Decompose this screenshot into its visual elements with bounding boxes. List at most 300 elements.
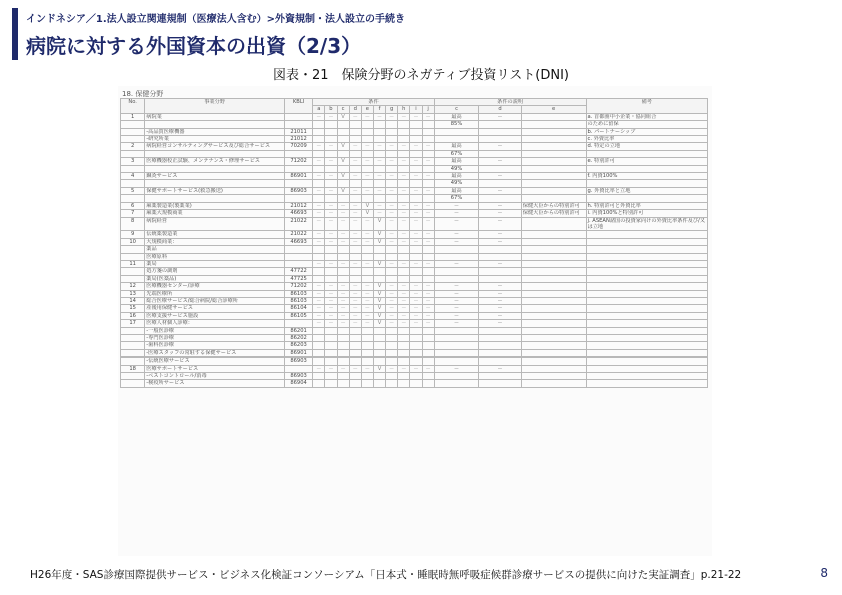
cell-condition-mark — [325, 327, 337, 334]
cell-condition-mark: － — [410, 238, 422, 245]
cell-condition-mark: － — [373, 143, 385, 150]
cell-condition-mark: － — [349, 113, 361, 120]
cell-condition-mark: － — [398, 238, 410, 245]
cell-condition-mark — [337, 373, 349, 380]
cell-condition-mark: － — [398, 297, 410, 304]
cell-remark — [586, 358, 707, 365]
cell-condition-mark — [313, 275, 325, 282]
cell-condition-mark: － — [373, 173, 385, 180]
cell-condition-mark: － — [398, 158, 410, 165]
cell-remark: i. 内資100%と特別許可 — [586, 210, 707, 217]
cell-condition-mark: － — [313, 210, 325, 217]
cell-condition-mark — [422, 246, 434, 253]
table-row — [121, 128, 708, 135]
cell-no — [121, 180, 145, 187]
source-citation: H26年度・SAS診療国際提供サービス・ビジネス化検証コンソーシアム「日本式・睡眠時無呼吸症候群診療サービスの提供に向けた実証調査」p.21-22 — [30, 569, 742, 581]
cell-note-d — [479, 195, 521, 202]
cell-condition-mark: － — [422, 217, 434, 231]
cell-condition-mark: － — [398, 143, 410, 150]
cell-condition-mark — [337, 358, 349, 365]
cell-remark: g. 外資比率と立地 — [586, 187, 707, 194]
cell-kbli — [284, 113, 312, 120]
cell-no — [121, 136, 145, 143]
cell-condition-mark: － — [313, 312, 325, 319]
cell-condition-mark — [337, 380, 349, 387]
cell-field: 麻薬製造業(製薬業) — [145, 202, 285, 209]
cell-condition-mark: － — [386, 260, 398, 267]
cell-condition-mark: － — [422, 290, 434, 297]
table-row — [121, 217, 708, 231]
cell-field: -伝統医療サービス — [145, 358, 285, 365]
table-row — [121, 180, 708, 187]
cell-kbli — [284, 150, 312, 157]
cell-kbli — [284, 260, 312, 267]
cell-condition-mark — [337, 253, 349, 260]
cell-no: 5 — [121, 187, 145, 194]
cell-condition-mark: － — [325, 290, 337, 297]
cell-condition-mark: － — [361, 260, 373, 267]
cell-remark — [586, 180, 707, 187]
cell-condition-mark: － — [410, 187, 422, 194]
cell-condition-mark — [337, 150, 349, 157]
cell-condition-mark — [410, 165, 422, 172]
cell-condition-mark: － — [325, 238, 337, 245]
cell-condition-mark — [410, 358, 422, 365]
cell-field: 伝統薬製造業 — [145, 231, 285, 238]
cell-note-e — [521, 268, 586, 275]
cell-condition-mark: － — [337, 283, 349, 290]
cond-letter: d — [349, 106, 361, 113]
cell-condition-mark: － — [325, 217, 337, 231]
cell-condition-mark: － — [349, 173, 361, 180]
cell-note-c — [434, 327, 479, 334]
cell-note-e — [521, 150, 586, 157]
cell-condition-mark — [325, 380, 337, 387]
cell-remark — [586, 290, 707, 297]
cell-note-d: － — [479, 143, 521, 150]
cell-condition-mark: － — [410, 173, 422, 180]
cell-condition-mark: － — [386, 113, 398, 120]
cell-note-d — [479, 136, 521, 143]
cell-remark: e. 特別許可 — [586, 158, 707, 165]
table-row — [121, 165, 708, 172]
cell-note-d: － — [479, 210, 521, 217]
cell-field: -歯科医診療 — [145, 342, 285, 349]
table-section-label: 18. 保健分野 — [122, 90, 164, 98]
cell-condition-mark: － — [349, 217, 361, 231]
cell-condition-mark: V — [373, 238, 385, 245]
table-row — [121, 358, 708, 365]
cell-note-d: － — [479, 173, 521, 180]
cell-note-e — [521, 358, 586, 365]
cell-note-d: － — [479, 231, 521, 238]
cell-condition-mark: － — [361, 158, 373, 165]
cell-condition-mark: － — [349, 158, 361, 165]
table-row — [121, 187, 708, 194]
cell-kbli — [284, 246, 312, 253]
cell-condition-mark — [361, 342, 373, 349]
cell-condition-mark — [313, 121, 325, 128]
cell-remark — [586, 268, 707, 275]
cell-condition-mark — [398, 358, 410, 365]
cell-condition-mark — [325, 195, 337, 202]
cell-note-c: － — [434, 238, 479, 245]
cell-condition-mark: V — [337, 113, 349, 120]
cell-note-d: － — [479, 305, 521, 312]
cell-condition-mark: － — [422, 260, 434, 267]
cell-note-c — [434, 380, 479, 387]
cell-condition-mark: － — [386, 173, 398, 180]
table-row — [121, 312, 708, 319]
cell-condition-mark — [361, 373, 373, 380]
cell-condition-mark — [337, 195, 349, 202]
cell-condition-mark — [386, 128, 398, 135]
cell-condition-mark — [410, 136, 422, 143]
cell-note-c: － — [434, 365, 479, 372]
cell-condition-mark: V — [361, 210, 373, 217]
cell-note-d: － — [479, 260, 521, 267]
cell-condition-mark: － — [386, 297, 398, 304]
cell-note-e — [521, 327, 586, 334]
cell-note-e — [521, 275, 586, 282]
cell-kbli: 86202 — [284, 335, 312, 342]
cell-no — [121, 246, 145, 253]
cell-condition-mark — [386, 275, 398, 282]
cell-no: 2 — [121, 143, 145, 150]
cell-condition-mark: － — [386, 210, 398, 217]
cell-field: 鍼灸サービス — [145, 173, 285, 180]
col-header-remarks: 備考 — [586, 99, 707, 114]
cell-note-d — [479, 275, 521, 282]
note-letter: d — [479, 106, 521, 113]
cell-condition-mark — [313, 165, 325, 172]
cell-note-e — [521, 231, 586, 238]
cell-no — [121, 165, 145, 172]
cell-condition-mark: － — [325, 210, 337, 217]
cell-condition-mark — [361, 128, 373, 135]
dni-table-body — [121, 113, 708, 387]
cell-condition-mark — [337, 342, 349, 349]
cell-field — [145, 150, 285, 157]
cell-kbli: 86901 — [284, 349, 312, 356]
cell-condition-mark — [361, 327, 373, 334]
cell-field: 総合医療サービス/総合病院/総合診療所 — [145, 297, 285, 304]
cell-condition-mark — [386, 358, 398, 365]
cell-note-e — [521, 143, 586, 150]
cell-condition-mark — [373, 128, 385, 135]
cell-note-d: － — [479, 312, 521, 319]
cell-note-c: 最高 — [434, 143, 479, 150]
cell-condition-mark — [349, 253, 361, 260]
cell-condition-mark: － — [361, 297, 373, 304]
cell-note-e — [521, 312, 586, 319]
cell-condition-mark: － — [337, 202, 349, 209]
cell-condition-mark — [386, 268, 398, 275]
cell-condition-mark: － — [325, 202, 337, 209]
table-row — [121, 373, 708, 380]
cell-condition-mark: － — [361, 173, 373, 180]
cell-note-e — [521, 128, 586, 135]
cell-condition-mark: － — [337, 231, 349, 238]
cell-note-d: － — [479, 202, 521, 209]
cell-condition-mark: － — [386, 320, 398, 327]
cell-condition-mark — [325, 180, 337, 187]
cond-letter: e — [361, 106, 373, 113]
cell-field: 医療機器校正試験、メンテナンス・修理サービス — [145, 158, 285, 165]
cell-condition-mark — [349, 349, 361, 356]
cell-condition-mark: － — [398, 202, 410, 209]
cell-condition-mark: － — [398, 260, 410, 267]
cell-note-d — [479, 253, 521, 260]
cell-condition-mark — [422, 121, 434, 128]
cell-note-c: － — [434, 283, 479, 290]
cell-note-c: － — [434, 320, 479, 327]
cell-condition-mark: － — [422, 231, 434, 238]
cell-condition-mark — [325, 121, 337, 128]
cell-condition-mark — [386, 342, 398, 349]
cell-condition-mark: － — [386, 202, 398, 209]
cell-remark — [586, 380, 707, 387]
cell-condition-mark — [361, 195, 373, 202]
cell-condition-mark: － — [325, 312, 337, 319]
cell-condition-mark: － — [313, 231, 325, 238]
cell-condition-mark: － — [325, 365, 337, 372]
cell-condition-mark: － — [349, 283, 361, 290]
cell-note-d — [479, 128, 521, 135]
cond-letter: a — [313, 106, 325, 113]
cell-condition-mark: － — [386, 365, 398, 372]
cell-no — [121, 380, 145, 387]
dni-table — [120, 98, 708, 388]
cell-note-c: 最高 — [434, 187, 479, 194]
table-row — [121, 349, 708, 356]
cell-condition-mark: － — [325, 283, 337, 290]
cell-condition-mark — [361, 275, 373, 282]
cell-no: 18 — [121, 365, 145, 372]
cell-condition-mark: － — [349, 187, 361, 194]
cell-condition-mark — [422, 180, 434, 187]
cell-remark — [586, 275, 707, 282]
cell-condition-mark: － — [313, 305, 325, 312]
cell-remark — [586, 165, 707, 172]
cell-kbli: 21022 — [284, 217, 312, 231]
cell-condition-mark — [337, 128, 349, 135]
cell-condition-mark — [349, 150, 361, 157]
cell-condition-mark: － — [337, 290, 349, 297]
cell-condition-mark: V — [337, 187, 349, 194]
cell-kbli: 21011 — [284, 128, 312, 135]
cell-condition-mark — [373, 253, 385, 260]
cell-field: 医療支援サービス施設 — [145, 312, 285, 319]
cell-note-c: 49% — [434, 180, 479, 187]
cell-remark — [586, 260, 707, 267]
cell-remark — [586, 305, 707, 312]
cell-condition-mark: － — [361, 283, 373, 290]
cell-remark — [586, 150, 707, 157]
table-row — [121, 320, 708, 327]
cell-note-e — [521, 320, 586, 327]
cell-condition-mark — [349, 180, 361, 187]
cell-note-c: 67% — [434, 195, 479, 202]
cell-note-d: － — [479, 320, 521, 327]
cell-no — [121, 358, 145, 365]
cell-condition-mark — [410, 380, 422, 387]
cell-condition-mark: － — [361, 238, 373, 245]
cell-note-c: － — [434, 312, 479, 319]
cell-condition-mark: － — [373, 202, 385, 209]
cell-condition-mark — [325, 358, 337, 365]
cell-field — [145, 195, 285, 202]
page-number: 8 — [820, 566, 828, 580]
cell-kbli: 86103 — [284, 297, 312, 304]
cell-field: 医療サポートサービス — [145, 365, 285, 372]
cell-condition-mark: － — [386, 217, 398, 231]
cell-condition-mark — [361, 268, 373, 275]
table-row — [121, 202, 708, 209]
cell-note-e — [521, 195, 586, 202]
cell-note-d: － — [479, 217, 521, 231]
cell-field: -ペストコントロール/消毒 — [145, 373, 285, 380]
cell-condition-mark — [410, 128, 422, 135]
cell-note-c: － — [434, 290, 479, 297]
cell-kbli — [284, 121, 312, 128]
cell-condition-mark: － — [325, 297, 337, 304]
cell-condition-mark — [325, 246, 337, 253]
cell-condition-mark: － — [325, 231, 337, 238]
cell-note-c: 最高 — [434, 113, 479, 120]
cell-condition-mark: － — [398, 320, 410, 327]
cell-remark — [586, 365, 707, 372]
cell-note-c: － — [434, 297, 479, 304]
cell-condition-mark: － — [349, 312, 361, 319]
note-letter: c — [434, 106, 479, 113]
cell-kbli: 86104 — [284, 305, 312, 312]
table-row — [121, 136, 708, 143]
cell-remark: のために留保 — [586, 121, 707, 128]
cell-note-e — [521, 136, 586, 143]
cell-note-e: 保健大臣からの特別許可 — [521, 210, 586, 217]
cell-condition-mark: － — [422, 320, 434, 327]
cell-no — [121, 253, 145, 260]
cell-condition-mark: － — [349, 143, 361, 150]
cell-remark — [586, 253, 707, 260]
cell-condition-mark: － — [386, 238, 398, 245]
cell-condition-mark — [410, 180, 422, 187]
table-row — [121, 238, 708, 245]
table-row — [121, 380, 708, 387]
cell-kbli: 86904 — [284, 380, 312, 387]
cell-condition-mark — [398, 246, 410, 253]
cell-no: 14 — [121, 297, 145, 304]
cell-condition-mark — [349, 373, 361, 380]
cell-condition-mark — [422, 268, 434, 275]
cell-condition-mark — [386, 195, 398, 202]
cell-note-c: － — [434, 217, 479, 231]
cell-note-c: － — [434, 305, 479, 312]
cell-condition-mark: － — [398, 187, 410, 194]
cell-condition-mark: － — [422, 158, 434, 165]
cell-condition-mark — [422, 380, 434, 387]
cell-condition-mark — [422, 128, 434, 135]
cell-condition-mark: － — [361, 143, 373, 150]
page-title: 病院に対する外国資本の出資（2/3） — [26, 34, 362, 58]
cell-note-d: － — [479, 113, 521, 120]
cell-condition-mark — [386, 327, 398, 334]
cell-condition-mark: V — [337, 143, 349, 150]
cell-condition-mark — [361, 349, 373, 356]
cell-note-d — [479, 380, 521, 387]
cell-note-c: 85% — [434, 121, 479, 128]
cell-condition-mark — [313, 180, 325, 187]
cell-note-c: 最高 — [434, 158, 479, 165]
cell-note-e — [521, 180, 586, 187]
cell-condition-mark — [422, 327, 434, 334]
cell-note-c — [434, 358, 479, 365]
cell-condition-mark: － — [325, 260, 337, 267]
cell-condition-mark — [361, 150, 373, 157]
cell-condition-mark — [398, 150, 410, 157]
cell-condition-mark — [398, 253, 410, 260]
cell-kbli: 71202 — [284, 158, 312, 165]
cell-condition-mark — [422, 275, 434, 282]
cell-condition-mark: － — [349, 290, 361, 297]
cell-condition-mark — [386, 335, 398, 342]
cell-condition-mark: V — [373, 260, 385, 267]
cell-no: 6 — [121, 202, 145, 209]
cell-condition-mark — [398, 165, 410, 172]
cell-condition-mark: － — [325, 305, 337, 312]
cell-condition-mark — [325, 165, 337, 172]
cell-condition-mark — [422, 373, 434, 380]
cell-note-d — [479, 373, 521, 380]
cell-note-c — [434, 349, 479, 356]
cell-note-c — [434, 373, 479, 380]
cell-condition-mark: － — [313, 217, 325, 231]
table-row — [121, 143, 708, 150]
cell-kbli: 86105 — [284, 312, 312, 319]
cell-no — [121, 349, 145, 356]
cell-condition-mark: － — [349, 365, 361, 372]
table-row — [121, 335, 708, 342]
cell-condition-mark: － — [398, 113, 410, 120]
col-header-condition-notes: 条件の説明 — [434, 99, 586, 106]
cell-condition-mark — [398, 268, 410, 275]
cell-note-e — [521, 217, 586, 231]
cell-condition-mark — [325, 349, 337, 356]
cell-condition-mark — [313, 246, 325, 253]
cell-note-d: － — [479, 158, 521, 165]
cell-no: 4 — [121, 173, 145, 180]
cell-note-c: － — [434, 260, 479, 267]
cell-field: 病院経営コンサルティングサービス及び総合サービス — [145, 143, 285, 150]
cell-condition-mark — [410, 342, 422, 349]
cell-condition-mark: － — [313, 290, 325, 297]
cell-no — [121, 373, 145, 380]
cell-field: 先端医療所 — [145, 290, 285, 297]
cell-condition-mark: － — [386, 231, 398, 238]
figure-caption: 図表・21 保険分野のネガティブ投資リスト(DNI) — [273, 68, 569, 83]
cell-condition-mark — [398, 136, 410, 143]
cell-condition-mark: － — [410, 217, 422, 231]
cond-letter: i — [410, 106, 422, 113]
cell-condition-mark: － — [313, 158, 325, 165]
cell-remark — [586, 231, 707, 238]
cell-condition-mark — [337, 246, 349, 253]
table-row — [121, 290, 708, 297]
cell-condition-mark — [386, 121, 398, 128]
cell-condition-mark: － — [422, 210, 434, 217]
cell-condition-mark — [337, 180, 349, 187]
